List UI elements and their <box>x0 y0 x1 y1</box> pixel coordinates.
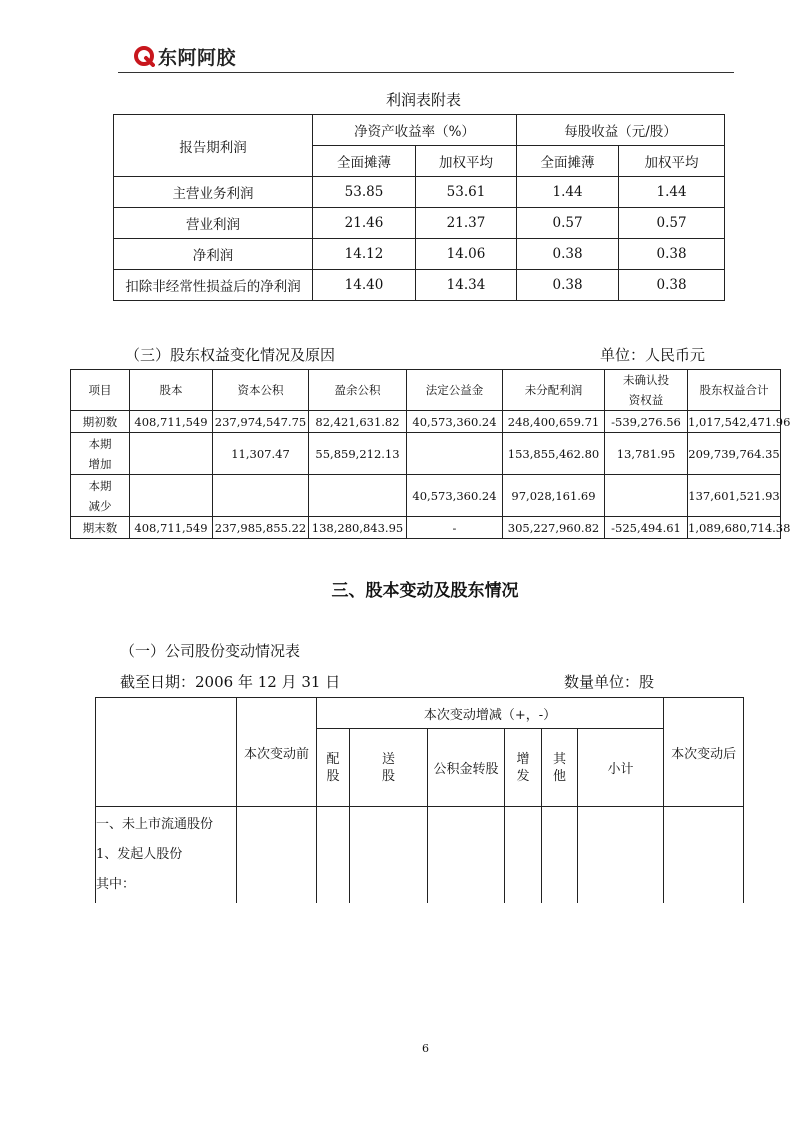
cell: 14.34 <box>416 270 517 301</box>
header-total-equity: 股东权益合计 <box>688 370 781 411</box>
row-label: 期末数 <box>71 517 130 539</box>
cell <box>505 807 542 903</box>
eps-weighted-header: 加权平均 <box>619 146 725 177</box>
header-char: 配 <box>326 751 340 767</box>
table-row <box>114 208 725 239</box>
header-surplus-reserve: 盈余公积 <box>309 370 407 411</box>
cell: -539,276.56 <box>605 411 688 433</box>
cell: 237,974,547.75 <box>213 411 309 433</box>
after-change-header: 本次变动后 <box>664 698 744 807</box>
row-label-line: 1、发起人股份 <box>96 846 183 862</box>
header-retained-earnings: 未分配利润 <box>503 370 605 411</box>
cell <box>213 475 309 517</box>
cell: 14.12 <box>313 239 416 270</box>
subtotal-header: 小计 <box>578 729 664 807</box>
row-label-line: 增加 <box>88 456 112 471</box>
roe-group-header: 净资产收益率（%） <box>313 115 517 146</box>
cell <box>542 807 578 903</box>
cell <box>578 807 664 903</box>
cell: 53.85 <box>313 177 416 208</box>
profit-table-caption: 利润表附表 <box>386 91 462 109</box>
table-row <box>114 270 725 301</box>
cell <box>237 807 317 903</box>
cell: 55,859,212.13 <box>309 433 407 475</box>
header-char: 送 <box>381 751 395 767</box>
profit-table <box>113 114 725 301</box>
cell <box>407 433 503 475</box>
cell <box>428 807 505 903</box>
row-label <box>71 475 130 517</box>
table-row <box>71 475 781 517</box>
row-label: 营业利润 <box>114 208 313 239</box>
cell: 0.38 <box>517 270 619 301</box>
table-row <box>71 411 781 433</box>
row-label <box>71 433 130 475</box>
cell: 40,573,360.24 <box>407 411 503 433</box>
new-issue-header <box>505 729 542 807</box>
cell: 408,711,549 <box>130 517 213 539</box>
cell: 40,573,360.24 <box>407 475 503 517</box>
page-number: 6 <box>422 1042 429 1055</box>
cell: 14.06 <box>416 239 517 270</box>
table-row <box>71 433 781 475</box>
cell: 0.57 <box>619 208 725 239</box>
equity-section-title: （三）股东权益变化情况及原因 <box>125 346 336 364</box>
share-change-table <box>95 697 744 903</box>
row-label-line: 减少 <box>88 498 112 513</box>
profit-row-header: 报告期利润 <box>114 115 313 177</box>
row-label-line: 本期 <box>88 436 112 451</box>
cell <box>130 433 213 475</box>
eps-full-header: 全面摊薄 <box>517 146 619 177</box>
row-header-empty <box>96 698 237 807</box>
cell: 248,400,659.71 <box>503 411 605 433</box>
header-share-capital: 股本 <box>130 370 213 411</box>
header-char: 其 <box>552 751 566 767</box>
cell <box>309 475 407 517</box>
header-capital-reserve: 资本公积 <box>213 370 309 411</box>
table-row <box>71 517 781 539</box>
cell: 21.46 <box>313 208 416 239</box>
cell: 237,985,855.22 <box>213 517 309 539</box>
cell: 1.44 <box>619 177 725 208</box>
section-heading: 三、股本变动及股东情况 <box>331 581 519 601</box>
row-label: 净利润 <box>114 239 313 270</box>
row-label: 扣除非经常性损益后的净利润 <box>114 270 313 301</box>
equity-table <box>70 369 791 539</box>
cell: 305,227,960.82 <box>503 517 605 539</box>
header-item: 项目 <box>71 370 130 411</box>
header-char: 他 <box>552 768 566 784</box>
header-line: 资权益 <box>628 393 664 407</box>
cell: 209,739,764.35 <box>688 433 781 475</box>
table-row <box>96 807 744 903</box>
header-unconfirmed-investment-loss <box>605 370 688 411</box>
cell: 53.61 <box>416 177 517 208</box>
date-label: 截至日期：2006 年 12 月 31 日 <box>120 673 341 691</box>
cell: 11,307.47 <box>213 433 309 475</box>
cell: 0.38 <box>619 239 725 270</box>
roe-weighted-header: 加权平均 <box>416 146 517 177</box>
reserve-conversion-header: 公积金转股 <box>428 729 505 807</box>
cell: 0.57 <box>517 208 619 239</box>
table-row <box>114 177 725 208</box>
cell <box>664 807 744 903</box>
cell: 1.44 <box>517 177 619 208</box>
cell: 97,028,161.69 <box>503 475 605 517</box>
eps-group-header: 每股收益（元/股） <box>517 115 725 146</box>
logo-text: 东阿阿胶 <box>158 46 237 69</box>
cell: -525,494.61 <box>605 517 688 539</box>
cell: - <box>407 517 503 539</box>
cell: 21.37 <box>416 208 517 239</box>
header-line: 未确认投 <box>623 373 669 387</box>
header-char: 股 <box>381 768 395 784</box>
row-label-cell <box>96 807 237 903</box>
share-change-subheading: （一）公司股份变动情况表 <box>120 642 301 660</box>
header-char: 增 <box>516 751 530 767</box>
allotment-header <box>317 729 350 807</box>
row-label: 主营业务利润 <box>114 177 313 208</box>
other-header <box>542 729 578 807</box>
cell: 13,781.95 <box>605 433 688 475</box>
cell: 82,421,631.82 <box>309 411 407 433</box>
header-welfare-fund: 法定公益金 <box>407 370 503 411</box>
cell: 1,089,680,714.38 <box>688 517 781 539</box>
row-label: 期初数 <box>71 411 130 433</box>
bonus-share-header <box>350 729 428 807</box>
row-label-line: 一、未上市流通股份 <box>96 816 214 832</box>
cell: 0.38 <box>517 239 619 270</box>
header-divider <box>118 72 734 73</box>
header-char: 股 <box>326 768 340 784</box>
roe-full-header: 全面摊薄 <box>313 146 416 177</box>
company-logo <box>133 42 236 70</box>
cell: 0.38 <box>619 270 725 301</box>
header-char: 发 <box>516 768 530 784</box>
row-label-line: 本期 <box>88 478 112 493</box>
cell <box>605 475 688 517</box>
cell <box>350 807 428 903</box>
cell: 153,855,462.80 <box>503 433 605 475</box>
cell: 408,711,549 <box>130 411 213 433</box>
logo-mark-icon <box>133 45 155 67</box>
change-group-header: 本次变动增减（+，-） <box>317 698 664 729</box>
cell: 1,017,542,471.96 <box>688 411 781 433</box>
equity-unit-label: 单位：人民币元 <box>600 346 706 364</box>
cell <box>130 475 213 517</box>
cell: 14.40 <box>313 270 416 301</box>
row-label-line: 其中： <box>96 876 136 892</box>
cell <box>317 807 350 903</box>
cell: 137,601,521.93 <box>688 475 781 517</box>
table-row <box>114 239 725 270</box>
before-change-header: 本次变动前 <box>237 698 317 807</box>
quantity-unit-label: 数量单位：股 <box>564 673 655 691</box>
cell: 138,280,843.95 <box>309 517 407 539</box>
